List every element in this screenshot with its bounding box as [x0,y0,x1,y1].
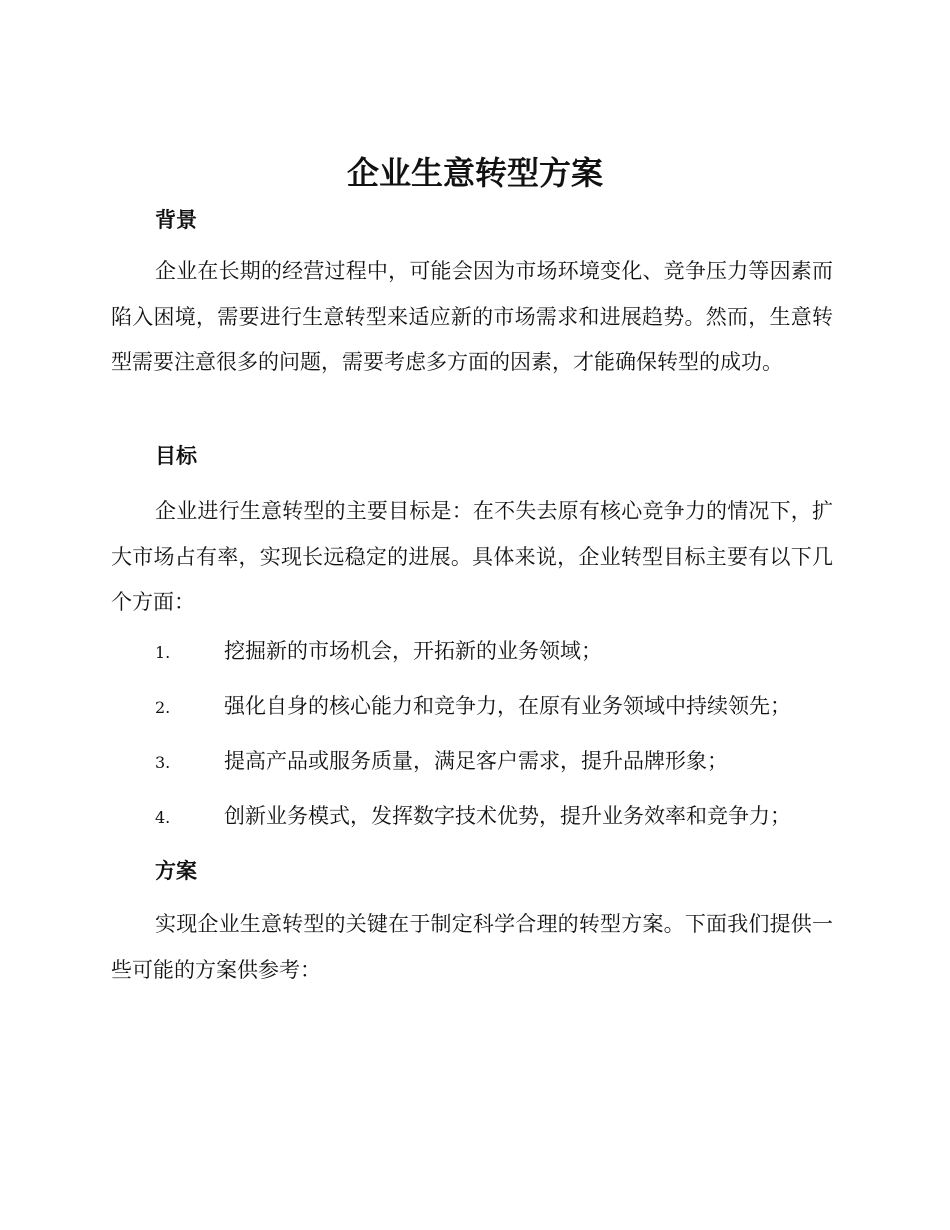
list-item [155,746,835,778]
section-paragraph-goal: 企业进行生意转型的主要目标是：在不失去原有核心竞争力的情况下，扩大市场占有率，实现长远稳定的进展。具体来说，企业转型目标主要有以下几个方面： [111,499,833,614]
section-heading-background: 背景 [155,208,197,232]
list-item-number: 3. [155,753,171,772]
list-item-text: 提高产品或服务质量，满足客户需求，提升品牌形象； [224,749,728,773]
section-heading-plan: 方案 [155,859,197,883]
section-paragraph-background: 企业在长期的经营过程中，可能会因为市场环境变化、竞争压力等因素而陷入困境，需要进行生意转型来适应新的市场需求和进展趋势。然而，生意转型需要注意很多的问题，需要考虑多方面的因素，才能确保转型的成功。 [111,259,833,374]
list-item-text: 创新业务模式，发挥数字技术优势，提升业务效率和竞争力； [224,804,791,828]
list-item-number: 1. [155,643,171,662]
list-item [155,691,835,723]
list-item-text: 强化自身的核心能力和竞争力，在原有业务领域中持续领先； [224,694,791,718]
list-item [155,801,835,833]
section-heading-goal: 目标 [155,444,197,468]
section-paragraph-plan: 实现企业生意转型的关键在于制定科学合理的转型方案。下面我们提供一些可能的方案供参考： [111,912,833,982]
list-item [155,636,835,668]
list-item-number: 2. [155,698,171,717]
list-item-text: 挖掘新的市场机会，开拓新的业务领域； [224,639,602,663]
list-item-number: 4. [155,808,171,827]
document-title: 企业生意转型方案 [346,154,603,192]
